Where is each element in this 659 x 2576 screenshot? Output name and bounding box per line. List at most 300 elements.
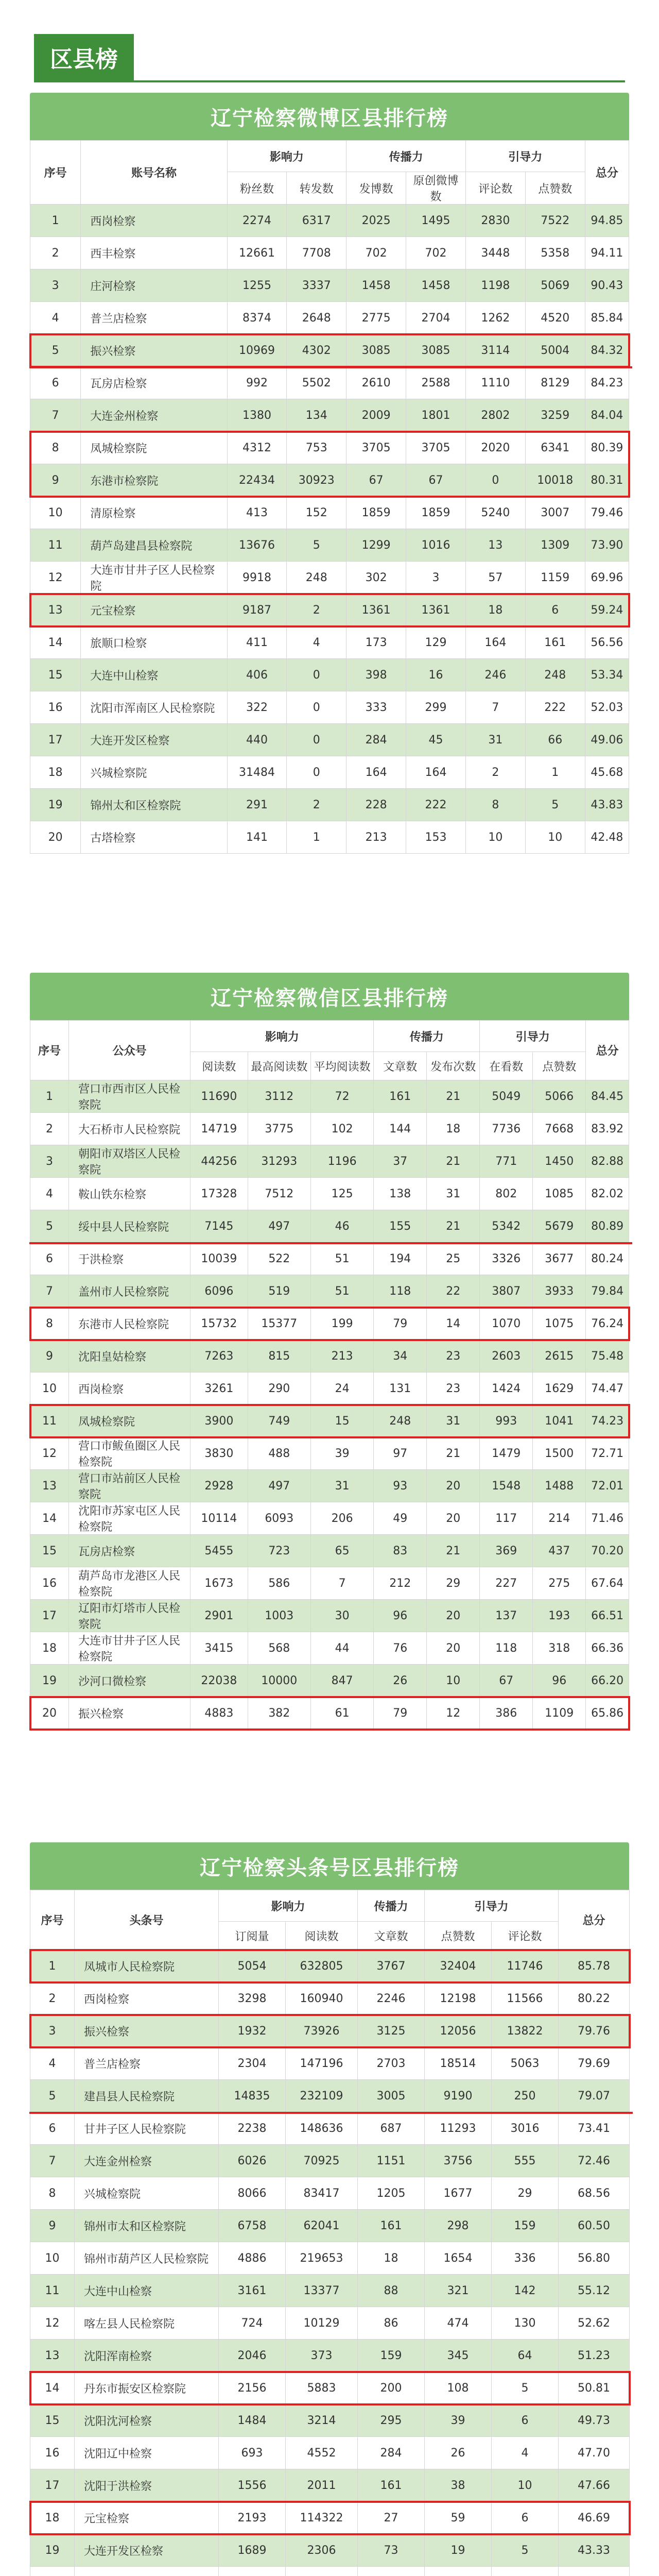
table-row (30, 2080, 630, 2112)
rank-cell: 14 (30, 1502, 69, 1535)
header-guide: 引导力 (425, 1890, 559, 1922)
metric-cell: 4302 (287, 334, 346, 367)
account-name-cell: 大石桥市人民检察院 (69, 1113, 190, 1145)
metric-cell: 6 (525, 594, 585, 626)
metric-cell: 9187 (227, 594, 287, 626)
metric-cell: 802 (480, 1178, 533, 1210)
table-row (30, 2307, 630, 2340)
metric-cell: 1801 (406, 399, 466, 432)
total-score-cell: 55.12 (559, 2275, 630, 2307)
metric-cell: 10114 (190, 1502, 248, 1535)
metric-cell: 20 (427, 1502, 480, 1535)
metric-cell: 3807 (480, 1275, 533, 1308)
table-row (30, 529, 629, 562)
metric-cell: 1689 (219, 2534, 286, 2567)
header-guide: 引导力 (480, 1021, 586, 1052)
metric-cell: 11690 (190, 1080, 248, 1113)
subheader: 订阅量 (219, 1922, 286, 1950)
account-name-cell: 甘井子区人民检察院 (75, 2112, 219, 2145)
metric-cell: 1255 (227, 269, 287, 302)
metric-cell: 6096 (190, 1275, 248, 1308)
total-score-cell: 73.90 (585, 529, 629, 562)
table-row (30, 724, 629, 756)
header-name: 头条号 (75, 1890, 219, 1950)
account-name-cell: 兴城检察院 (81, 756, 227, 789)
metric-cell: 3933 (533, 1275, 586, 1308)
metric-cell: 11293 (425, 2112, 492, 2145)
metric-cell: 1458 (346, 269, 406, 302)
metric-cell: 31 (427, 1405, 480, 1437)
table-row (30, 497, 629, 529)
subheader: 评论数 (465, 172, 525, 205)
metric-cell: 5455 (190, 1535, 248, 1567)
metric-cell: 14719 (190, 1113, 248, 1145)
metric-cell: 3 (406, 562, 466, 594)
metric-cell: 164 (346, 756, 406, 789)
metric-cell: 1500 (533, 1437, 586, 1470)
metric-cell: 67 (406, 464, 466, 497)
metric-cell: 31 (310, 1470, 373, 1502)
rank-cell: 16 (30, 1567, 69, 1600)
table-row (30, 1145, 629, 1178)
metric-cell: 23 (427, 1340, 480, 1372)
metric-cell: 302 (346, 562, 406, 594)
metric-cell: 406 (227, 659, 287, 691)
metric-cell: 369 (480, 1535, 533, 1567)
metric-cell: 142 (492, 2275, 559, 2307)
table-row (30, 205, 629, 237)
metric-cell: 8066 (219, 2177, 286, 2210)
rank-cell: 4 (30, 2047, 75, 2080)
metric-cell: 15 (310, 1405, 373, 1437)
metric-cell: 687 (358, 2112, 425, 2145)
total-score-cell: 80.39 (585, 432, 629, 464)
total-score-cell: 85.84 (585, 302, 629, 334)
metric-cell: 5049 (480, 1080, 533, 1113)
account-name-cell: 沙河口微检察 (69, 1665, 190, 1697)
metric-cell: 114322 (286, 2502, 358, 2534)
subheader: 阅读数 (286, 1922, 358, 1950)
metric-cell: 3214 (286, 2404, 358, 2437)
metric-cell: 199 (310, 1308, 373, 1340)
total-score-cell: 74.23 (586, 1405, 629, 1437)
total-score-cell: 56.80 (559, 2242, 630, 2275)
account-name-cell: 兴城检察院 (75, 2177, 219, 2210)
metric-cell: 4 (492, 2437, 559, 2469)
total-score-cell: 68.56 (559, 2177, 630, 2210)
rank-cell: 7 (30, 2145, 75, 2177)
total-score-cell: 79.46 (585, 497, 629, 529)
metric-cell: 7736 (480, 1113, 533, 1145)
total-score-cell: 49.06 (585, 724, 629, 756)
account-name-cell: 朝阳市双塔区人民检察院 (69, 1145, 190, 1178)
metric-cell: 440 (227, 724, 287, 756)
metric-cell: 65 (310, 1535, 373, 1567)
account-name-cell: 丹东市振安区检察院 (75, 2372, 219, 2404)
rank-cell: 18 (30, 1632, 69, 1665)
metric-cell: 1159 (525, 562, 585, 594)
metric-cell: 3326 (480, 1243, 533, 1275)
total-score-cell: 50.81 (559, 2372, 630, 2404)
total-score-cell: 52.03 (585, 691, 629, 724)
metric-cell: 219653 (286, 2242, 358, 2275)
metric-cell: 193 (533, 1600, 586, 1632)
metric-cell: 227 (480, 1567, 533, 1600)
metric-cell: 18 (358, 2242, 425, 2275)
metric-cell: 213 (310, 1340, 373, 1372)
metric-cell: 130 (492, 2307, 559, 2340)
metric-cell: 17328 (190, 1178, 248, 1210)
metric-cell: 194 (374, 1243, 427, 1275)
metric-cell: 66 (525, 724, 585, 756)
metric-cell: 1361 (406, 594, 466, 626)
metric-cell: 318 (533, 1632, 586, 1665)
metric-cell: 693 (219, 2437, 286, 2469)
table-row (30, 2502, 630, 2534)
account-name-cell: 沈阳市苏家屯区人民检察院 (69, 1502, 190, 1535)
total-score-cell: 84.45 (586, 1080, 629, 1113)
metric-cell: 200 (358, 2372, 425, 2404)
metric-cell: 0 (287, 756, 346, 789)
total-score-cell: 73.41 (559, 2112, 630, 2145)
rank-cell: 17 (30, 2469, 75, 2502)
metric-cell: 3125 (358, 2015, 425, 2047)
total-score-cell: 66.20 (586, 1665, 629, 1697)
weibo-ranking-panel (30, 93, 629, 854)
metric-cell: 6 (492, 2404, 559, 2437)
metric-cell: 72 (310, 1080, 373, 1113)
account-name-cell: 沈阳皇姑检察 (69, 1340, 190, 1372)
metric-cell: 24 (310, 1372, 373, 1405)
metric-cell: 1003 (248, 1600, 310, 1632)
metric-cell: 7 (310, 1567, 373, 1600)
account-name-cell: 西丰检察 (81, 237, 227, 269)
metric-cell: 173 (346, 626, 406, 659)
metric-cell: 15377 (248, 1308, 310, 1340)
metric-cell: 3114 (465, 334, 525, 367)
metric-cell: 0 (465, 464, 525, 497)
table-row (30, 659, 629, 691)
account-name-cell: 大连中山检察 (75, 2275, 219, 2307)
metric-cell: 2704 (406, 302, 466, 334)
metric-cell: 5502 (287, 367, 346, 399)
metric-cell: 5883 (286, 2372, 358, 2404)
total-score-cell: 72.71 (586, 1437, 629, 1470)
account-name-cell: 葫芦岛市龙港区人民检察院 (69, 1567, 190, 1600)
metric-cell: 10000 (248, 1665, 310, 1697)
table-row (30, 821, 629, 854)
account-name-cell: 锦州市太和区检察院 (75, 2210, 219, 2242)
rank-cell: 6 (30, 2112, 75, 2145)
metric-cell: 214 (533, 1502, 586, 1535)
rank-cell: 9 (30, 2210, 75, 2242)
total-score-cell: 69.96 (585, 562, 629, 594)
account-name-cell: 东港市检察院 (81, 464, 227, 497)
subheader: 评论数 (492, 1922, 559, 1950)
metric-cell: 8129 (525, 367, 585, 399)
metric-cell: 21 (427, 1535, 480, 1567)
account-name-cell: 营口市西市区人民检察院 (69, 1080, 190, 1113)
metric-cell: 519 (248, 1275, 310, 1308)
rank-cell: 17 (30, 1600, 69, 1632)
table-row (30, 1950, 630, 1982)
account-name-cell: 于洪检察 (69, 1243, 190, 1275)
metric-cell: 73 (358, 2534, 425, 2567)
metric-cell: 10018 (525, 464, 585, 497)
metric-cell: 2025 (346, 205, 406, 237)
table-row (30, 2112, 630, 2145)
header-influence: 影响力 (190, 1021, 374, 1052)
metric-cell: 83 (374, 1535, 427, 1567)
metric-cell: 31484 (227, 756, 287, 789)
panel-title: 辽宁检察微信区县排行榜 (30, 973, 629, 1020)
header-rank: 序号 (30, 141, 81, 205)
rank-cell: 18 (30, 2502, 75, 2534)
metric-cell: 13377 (286, 2275, 358, 2307)
panel-title: 辽宁检察微博区县排行榜 (30, 93, 629, 140)
header-rank: 序号 (30, 1021, 69, 1080)
total-score-cell: 66.51 (586, 1600, 629, 1632)
metric-cell: 248 (525, 659, 585, 691)
table-row (30, 562, 629, 594)
metric-cell: 21 (427, 1437, 480, 1470)
account-name-cell: 大连金州检察 (75, 2145, 219, 2177)
header-guide: 引导力 (465, 141, 585, 172)
rank-cell: 10 (30, 497, 81, 529)
rank-cell: 6 (30, 1243, 69, 1275)
account-name-cell: 凤城市人民检察院 (75, 1950, 219, 1982)
rank-cell: 16 (30, 691, 81, 724)
total-score-cell: 84.23 (585, 367, 629, 399)
metric-cell: 16 (406, 659, 466, 691)
rank-cell: 12 (30, 1437, 69, 1470)
total-score-cell: 94.85 (585, 205, 629, 237)
metric-cell: 298 (425, 2210, 492, 2242)
rank-cell: 19 (30, 2534, 75, 2567)
table-row (30, 2015, 630, 2047)
account-name-cell: 大连市甘井子区人民检察院 (81, 562, 227, 594)
metric-cell: 129 (406, 626, 466, 659)
metric-cell: 20 (427, 1600, 480, 1632)
metric-cell: 34 (374, 1340, 427, 1372)
rank-cell: 13 (30, 2340, 75, 2372)
metric-cell: 702 (346, 237, 406, 269)
header-spread: 传播力 (358, 1890, 425, 1922)
metric-cell: 10 (465, 821, 525, 854)
subheader: 粉丝数 (227, 172, 287, 205)
metric-cell: 2246 (358, 1982, 425, 2015)
total-score-cell: 47.70 (559, 2437, 630, 2469)
table-row (30, 1340, 629, 1372)
metric-cell: 22038 (190, 1665, 248, 1697)
metric-cell: 12 (427, 1697, 480, 1730)
account-name-cell: 元宝检察 (75, 2502, 219, 2534)
metric-cell (219, 2567, 286, 2576)
metric-cell: 5063 (492, 2047, 559, 2080)
metric-cell: 586 (248, 1567, 310, 1600)
table-row (30, 1567, 629, 1600)
metric-cell: 2193 (219, 2502, 286, 2534)
metric-cell: 12198 (425, 1982, 492, 2015)
metric-cell: 1151 (358, 2145, 425, 2177)
rank-cell: 14 (30, 626, 81, 659)
metric-cell: 3337 (287, 269, 346, 302)
metric-cell: 398 (346, 659, 406, 691)
metric-cell: 29 (427, 1567, 480, 1600)
metric-cell: 29 (492, 2177, 559, 2210)
rank-cell: 4 (30, 302, 81, 334)
table-row (30, 2177, 630, 2210)
metric-cell: 4 (287, 626, 346, 659)
metric-cell: 46 (310, 1210, 373, 1243)
metric-cell: 299 (406, 691, 466, 724)
metric-cell: 1109 (533, 1697, 586, 1730)
metric-cell: 15732 (190, 1308, 248, 1340)
rank-cell: 14 (30, 2372, 75, 2404)
metric-cell: 815 (248, 1340, 310, 1372)
metric-cell: 26 (374, 1665, 427, 1697)
rank-cell: 11 (30, 2275, 75, 2307)
metric-cell: 1484 (219, 2404, 286, 2437)
metric-cell: 37 (374, 1145, 427, 1178)
metric-cell: 2610 (346, 367, 406, 399)
metric-cell: 30923 (287, 464, 346, 497)
rank-cell: 15 (30, 1535, 69, 1567)
metric-cell: 1488 (533, 1470, 586, 1502)
table-row (30, 399, 629, 432)
rank-cell: 19 (30, 1665, 69, 1697)
rank-cell: 10 (30, 2242, 75, 2275)
total-score-cell: 46.69 (559, 2502, 630, 2534)
rank-cell: 8 (30, 2177, 75, 2210)
total-score-cell: 52.62 (559, 2307, 630, 2340)
account-name-cell: 大连金州检察 (81, 399, 227, 432)
metric-cell: 153 (406, 821, 466, 854)
table-row (30, 1600, 629, 1632)
rank-cell: 1 (30, 1950, 75, 1982)
account-name-cell: 大连开发区检察 (81, 724, 227, 756)
metric-cell: 102 (310, 1113, 373, 1145)
table-row (30, 432, 629, 464)
rank-cell: 19 (30, 789, 81, 821)
toutiao-ranking-panel (30, 1842, 629, 2576)
metric-cell: 51 (310, 1275, 373, 1308)
metric-cell: 1110 (465, 367, 525, 399)
metric-cell: 79 (374, 1308, 427, 1340)
rank-cell: 3 (30, 2015, 75, 2047)
top5-cutoff-line (29, 1242, 632, 1244)
account-name-cell: 西岗检察 (75, 1982, 219, 2015)
metric-cell: 1361 (346, 594, 406, 626)
metric-cell: 49 (374, 1502, 427, 1535)
metric-cell: 131 (374, 1372, 427, 1405)
metric-cell: 22434 (227, 464, 287, 497)
table-row (30, 691, 629, 724)
metric-cell: 206 (310, 1502, 373, 1535)
metric-cell: 474 (425, 2307, 492, 2340)
metric-cell: 1859 (406, 497, 466, 529)
metric-cell: 5679 (533, 1210, 586, 1243)
account-name-cell: 沈阳于洪检察 (75, 2469, 219, 2502)
metric-cell: 413 (227, 497, 287, 529)
metric-cell: 6026 (219, 2145, 286, 2177)
account-name-cell: 振兴检察 (69, 1697, 190, 1730)
subheader: 文章数 (358, 1922, 425, 1950)
metric-cell: 1262 (465, 302, 525, 334)
metric-cell: 2588 (406, 367, 466, 399)
metric-cell: 73926 (286, 2015, 358, 2047)
metric-cell: 1 (525, 756, 585, 789)
metric-cell: 5 (525, 789, 585, 821)
metric-cell: 373 (286, 2340, 358, 2372)
account-name-cell: 凤城检察院 (69, 1405, 190, 1437)
metric-cell: 18 (427, 1113, 480, 1145)
metric-cell: 13676 (227, 529, 287, 562)
metric-cell: 0 (287, 724, 346, 756)
total-score-cell: 71.46 (586, 1502, 629, 1535)
rank-cell: 12 (30, 2307, 75, 2340)
metric-cell: 1 (287, 821, 346, 854)
total-score-cell: 80.22 (559, 1982, 630, 2015)
metric-cell: 2603 (480, 1340, 533, 1372)
metric-cell: 1380 (227, 399, 287, 432)
metric-cell: 386 (480, 1697, 533, 1730)
metric-cell: 437 (533, 1535, 586, 1567)
table-row (30, 1080, 629, 1113)
table-row (30, 302, 629, 334)
metric-cell: 1932 (219, 2015, 286, 2047)
rank-cell: 18 (30, 756, 81, 789)
total-score-cell: 43.33 (559, 2534, 630, 2567)
account-name-cell: 鞍山铁东检察 (69, 1178, 190, 1210)
account-name-cell: 东港市人民检察院 (69, 1308, 190, 1340)
metric-cell: 847 (310, 1665, 373, 1697)
total-score-cell: 80.31 (585, 464, 629, 497)
metric-cell: 1075 (533, 1308, 586, 1340)
rank-cell: 15 (30, 659, 81, 691)
table-row (30, 1308, 629, 1340)
table-row (30, 2372, 630, 2404)
metric-cell: 20 (427, 1470, 480, 1502)
metric-cell: 321 (425, 2275, 492, 2307)
metric-cell: 1548 (480, 1470, 533, 1502)
metric-cell: 3259 (525, 399, 585, 432)
account-name-cell: 喀左县人民检察院 (75, 2307, 219, 2340)
metric-cell: 32404 (425, 1950, 492, 1982)
metric-cell: 1016 (406, 529, 466, 562)
table-row (30, 2145, 630, 2177)
metric-cell: 45 (406, 724, 466, 756)
rank-cell: 1 (30, 205, 81, 237)
total-score-cell: 79.76 (559, 2015, 630, 2047)
metric-cell: 333 (346, 691, 406, 724)
total-score-cell: 80.89 (586, 1210, 629, 1243)
metric-cell: 21 (427, 1145, 480, 1178)
subheader: 最高阅读数 (248, 1052, 310, 1080)
metric-cell: 5069 (525, 269, 585, 302)
metric-cell: 992 (227, 367, 287, 399)
total-score-cell: 53.34 (585, 659, 629, 691)
metric-cell: 79 (374, 1697, 427, 1730)
rank-cell: 1 (30, 1080, 69, 1113)
total-score-cell: 43.83 (585, 789, 629, 821)
rank-cell: 9 (30, 464, 81, 497)
metric-cell: 2 (465, 756, 525, 789)
subheader: 阅读数 (190, 1052, 248, 1080)
metric-cell: 1205 (358, 2177, 425, 2210)
metric-cell: 248 (374, 1405, 427, 1437)
metric-cell: 5 (492, 2534, 559, 2567)
